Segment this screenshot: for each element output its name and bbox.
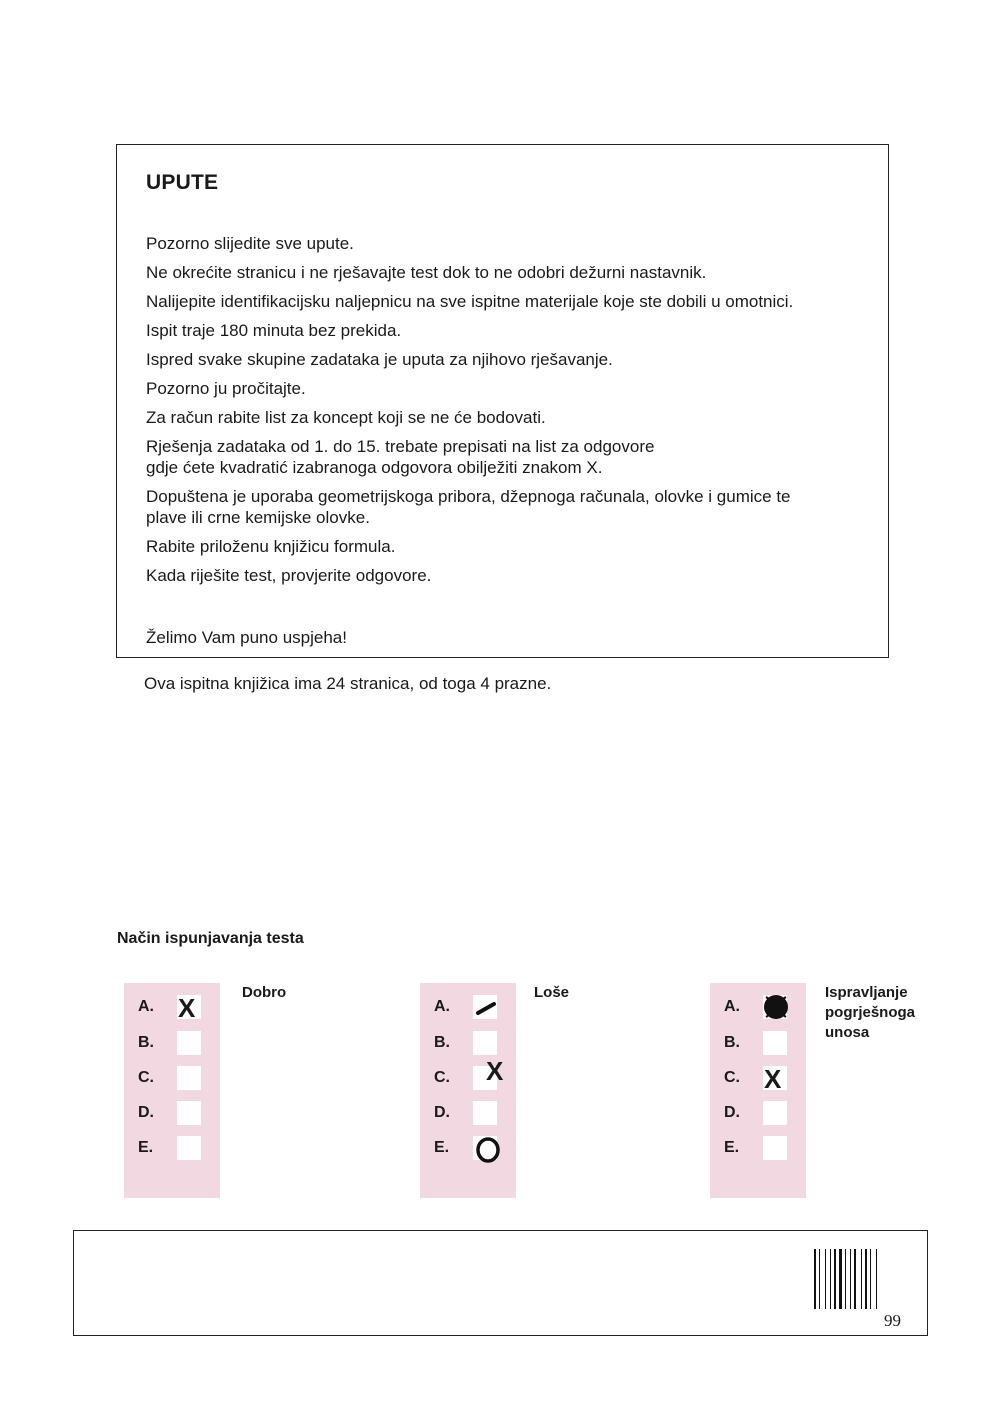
option-row-c bbox=[124, 1066, 220, 1091]
instruction-item: Kada riješite test, provjerite odgovore. bbox=[146, 566, 432, 585]
example-bad-label: Loše bbox=[534, 984, 570, 1001]
example-good bbox=[124, 983, 220, 1198]
answer-box bbox=[763, 1031, 787, 1055]
instruction-item: Dopuštena je uporaba geometrijskoga pribora, džepnoga računala, olovke i gumice te plave ili crne kemijske olovke. bbox=[146, 487, 791, 527]
option-row-e bbox=[710, 1136, 806, 1161]
page-count-note: Ova ispitna knjižica ima 24 stranica, od toga 4 prazne. bbox=[144, 674, 552, 693]
x-mark-icon: X bbox=[764, 1064, 782, 1094]
x-mark-icon: X bbox=[178, 993, 196, 1023]
instruction-item: Rješenja zadataka od 1. do 15. trebate prepisati na list za odgovore gdje ćete kvadratić izabranoga odgovora obilježiti znakom X. bbox=[146, 437, 655, 477]
example-bad bbox=[420, 983, 516, 1198]
instructions-title: UPUTE bbox=[146, 171, 219, 194]
closing-wish: Želimo Vam puno uspjeha! bbox=[146, 628, 347, 647]
option-row-b bbox=[124, 1031, 220, 1056]
answer-box bbox=[473, 1031, 497, 1055]
filled-circle-mark-icon bbox=[762, 993, 790, 1021]
option-letter: A. bbox=[724, 998, 740, 1015]
option-row-a bbox=[710, 995, 806, 1020]
option-row-b bbox=[710, 1031, 806, 1056]
option-letter: C. bbox=[138, 1069, 154, 1086]
instruction-item: Rabite priloženu knjižicu formula. bbox=[146, 537, 396, 556]
option-row-e bbox=[420, 1136, 516, 1161]
circle-mark-icon bbox=[474, 1136, 502, 1164]
answer-box bbox=[763, 1136, 787, 1160]
option-row-a bbox=[420, 995, 516, 1020]
instructions-box bbox=[116, 144, 889, 658]
option-letter: A. bbox=[138, 998, 154, 1015]
example-correction bbox=[710, 983, 806, 1198]
instruction-item: Ispred svake skupine zadataka je uputa za njihovo rješavanje. bbox=[146, 350, 613, 369]
option-letter: E. bbox=[434, 1139, 450, 1156]
option-letter: E. bbox=[138, 1139, 154, 1156]
option-letter: D. bbox=[434, 1104, 450, 1121]
option-letter: D. bbox=[138, 1104, 154, 1121]
answer-box bbox=[177, 1031, 201, 1055]
option-letter: D. bbox=[724, 1104, 740, 1121]
answer-box bbox=[473, 1101, 497, 1125]
option-row-d bbox=[124, 1101, 220, 1126]
instruction-item: Ispit traje 180 minuta bez prekida. bbox=[146, 321, 402, 340]
identification-sticker-area bbox=[73, 1230, 928, 1336]
answer-box bbox=[177, 1101, 201, 1125]
example-good-label: Dobro bbox=[242, 984, 287, 1001]
option-letter: E. bbox=[724, 1139, 740, 1156]
instruction-item: Pozorno slijedite sve upute. bbox=[146, 234, 354, 253]
option-letter: C. bbox=[434, 1069, 450, 1086]
option-row-a bbox=[124, 993, 220, 1023]
example-correction-label: Ispravljanje pogrješnoga unosa bbox=[825, 984, 916, 1041]
option-row-d bbox=[420, 1101, 516, 1126]
option-row-c bbox=[710, 1064, 806, 1094]
instruction-item: Pozorno ju pročitajte. bbox=[146, 379, 306, 398]
x-mark-icon: X bbox=[486, 1056, 504, 1086]
option-letter: A. bbox=[434, 998, 450, 1015]
instruction-item: Ne okrećite stranicu i ne rješavajte test dok to ne odobri dežurni nastavnik. bbox=[146, 263, 707, 282]
option-row-e bbox=[124, 1136, 220, 1161]
option-row-b bbox=[420, 1031, 516, 1056]
barcode-number: 99 bbox=[884, 1311, 901, 1330]
instruction-item: Nalijepite identifikacijsku naljepnicu na sve ispitne materijale koje ste dobili u omotnici. bbox=[146, 292, 794, 311]
answer-box bbox=[177, 1066, 201, 1090]
instruction-item: Za račun rabite list za koncept koji se ne će bodovati. bbox=[146, 408, 546, 427]
slash-mark-icon bbox=[474, 997, 498, 1017]
option-row-c bbox=[420, 1056, 516, 1091]
instructions-list bbox=[146, 233, 866, 594]
option-letter: B. bbox=[138, 1034, 154, 1051]
barcode-icon bbox=[814, 1249, 908, 1309]
option-letter: B. bbox=[724, 1034, 740, 1051]
answer-box bbox=[177, 1136, 201, 1160]
option-letter: C. bbox=[724, 1069, 740, 1086]
answer-box bbox=[763, 1101, 787, 1125]
option-letter: B. bbox=[434, 1034, 450, 1051]
fill-method-title: Način ispunjavanja testa bbox=[117, 930, 304, 947]
option-row-d bbox=[710, 1101, 806, 1126]
